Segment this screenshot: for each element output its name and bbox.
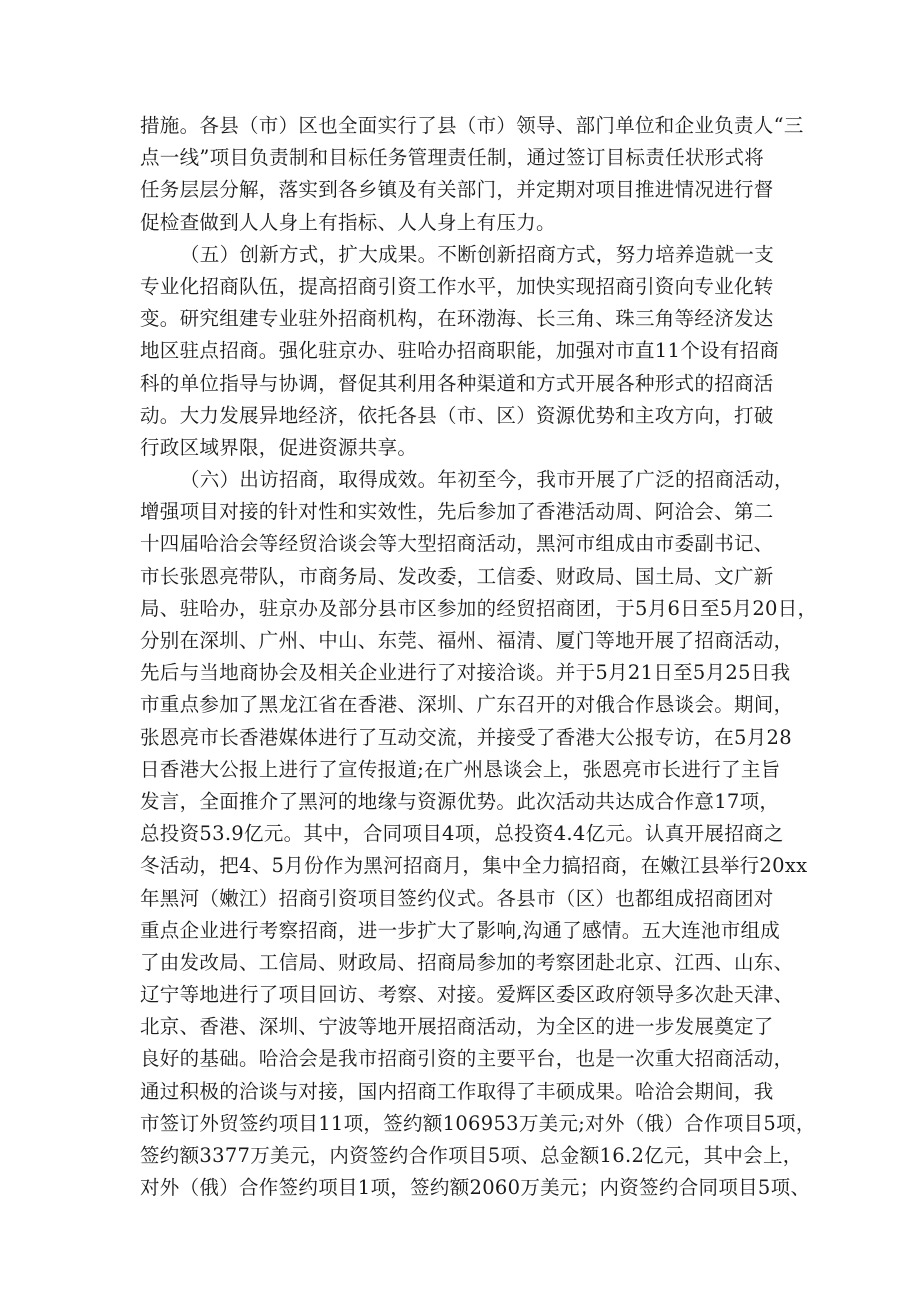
text-line: 冬活动，把4、5月份作为黑河招商月，集中全力搞招商，在嫩江县举行20xx	[140, 854, 808, 878]
text-line: （五）创新方式，扩大成果。不断创新招商方式，努力培养造就一支	[180, 242, 775, 266]
text-line: 总投资53.9亿元。其中，合同项目4项，总投资4.4亿元。认真开展招商之	[140, 822, 784, 846]
text-line: 重点企业进行考察招商，进一步扩大了影响,沟通了感情。五大连池市组成	[140, 918, 781, 942]
paragraph	[140, 239, 795, 464]
text-line: 专业化招商队伍，提高招商引资工作水平，加快实现招商引资向专业化转	[140, 274, 774, 298]
text-line: 年黑河（嫩江）招商引资项目签约仪式。各县市（区）也都组成招商团对	[140, 886, 774, 910]
text-line: 签约额3377万美元，内资签约合作项目5项、总金额16.2亿元，其中会上，	[140, 1144, 803, 1167]
text-line: 日香港大公报上进行了宣传报道;在广州恳谈会上，张恩亮市长进行了主旨	[140, 757, 781, 781]
text-line: 市签订外贸签约项目11项，签约额106953万美元;对外（俄）合作项目5项，	[140, 1111, 816, 1135]
text-line: 北京、香港、深圳、宁波等地开展招商活动，为全区的进一步发展奠定了	[140, 1015, 774, 1039]
text-line: 科的单位指导与协调，督促其利用各种渠道和方式开展各种形式的招商活	[140, 371, 774, 395]
text-line: 对外（俄）合作签约项目1项，签约额2060万美元；内资签约合同项目5项、	[140, 1176, 811, 1200]
text-line: 分别在深圳、广州、中山、东莞、福州、福清、厦门等地开展了招商活动，	[140, 629, 794, 652]
text-line: 辽宁等地进行了项目回访、考察、对接。爱辉区委区政府领导多次赴天津、	[140, 983, 794, 1007]
text-line: 点一线”项目负责制和目标任务管理责任制，通过签订目标责任状形式将	[140, 146, 765, 170]
text-line: 发言，全面推介了黑河的地缘与资源优势。此次活动共达成合作意17项，	[140, 789, 780, 813]
text-line: 先后与当地商协会及相关企业进行了对接洽谈。并于5月21日至5月25日我	[140, 661, 791, 685]
text-line: 市重点参加了黑龙江省在香港、深圳、广东召开的对俄合作恳谈会。期间，	[140, 693, 794, 717]
text-line: （六）出访招商，取得成效。年初至今，我市开展了广泛的招商活动，	[180, 468, 794, 492]
text-line: 任务层层分解，落实到各乡镇及有关部门，并定期对项目推进情况进行督	[140, 178, 774, 202]
text-line: 行政区域界限，促进资源共享。	[140, 435, 418, 459]
text-line: 增强项目对接的针对性和实效性，先后参加了香港活动周、阿洽会、第二	[140, 500, 774, 524]
text-line: 措施。各县（市）区也全面实行了县（市）领导、部门单位和企业负责人“三	[140, 114, 804, 137]
text-line: 良好的基础。哈洽会是我市招商引资的主要平台，也是一次重大招商活动，	[140, 1047, 794, 1071]
text-line: 局、驻哈办，驻京办及部分县市区参加的经贸招商团，于5月6日至5月20日，	[140, 596, 818, 620]
text-line: 了由发改局、工信局、财政局、招商局参加的考察团赴北京、江西、山东、	[140, 950, 794, 974]
text-line: 通过积极的洽谈与对接，国内招商工作取得了丰硕成果。哈洽会期间，我	[140, 1079, 774, 1103]
paragraph	[140, 110, 804, 239]
text-line: 动。大力发展异地经济，依托各县（市、区）资源优势和主攻方向，打破	[140, 403, 774, 427]
text-line: 十四届哈洽会等经贸洽谈会等大型招商活动，黑河市组成由市委副书记、	[140, 532, 774, 556]
text-line: 变。研究组建专业驻外招商机构，在环渤海、长三角、珠三角等经济发达	[140, 307, 774, 331]
text-line: 市长张恩亮带队，市商务局、发改委，工信委、财政局、国土局、文广新	[140, 564, 774, 588]
text-line: 地区驻点招商。强化驻京办、驻哈办招商职能，加强对市直11个设有招商	[140, 339, 780, 363]
document-body	[140, 110, 818, 1204]
text-line: 张恩亮市长香港媒体进行了互动交流，并接受了香港大公报专访，在5月28	[140, 725, 792, 749]
paragraph	[140, 464, 818, 1204]
text-line: 促检查做到人人身上有指标、人人身上有压力。	[140, 210, 556, 234]
